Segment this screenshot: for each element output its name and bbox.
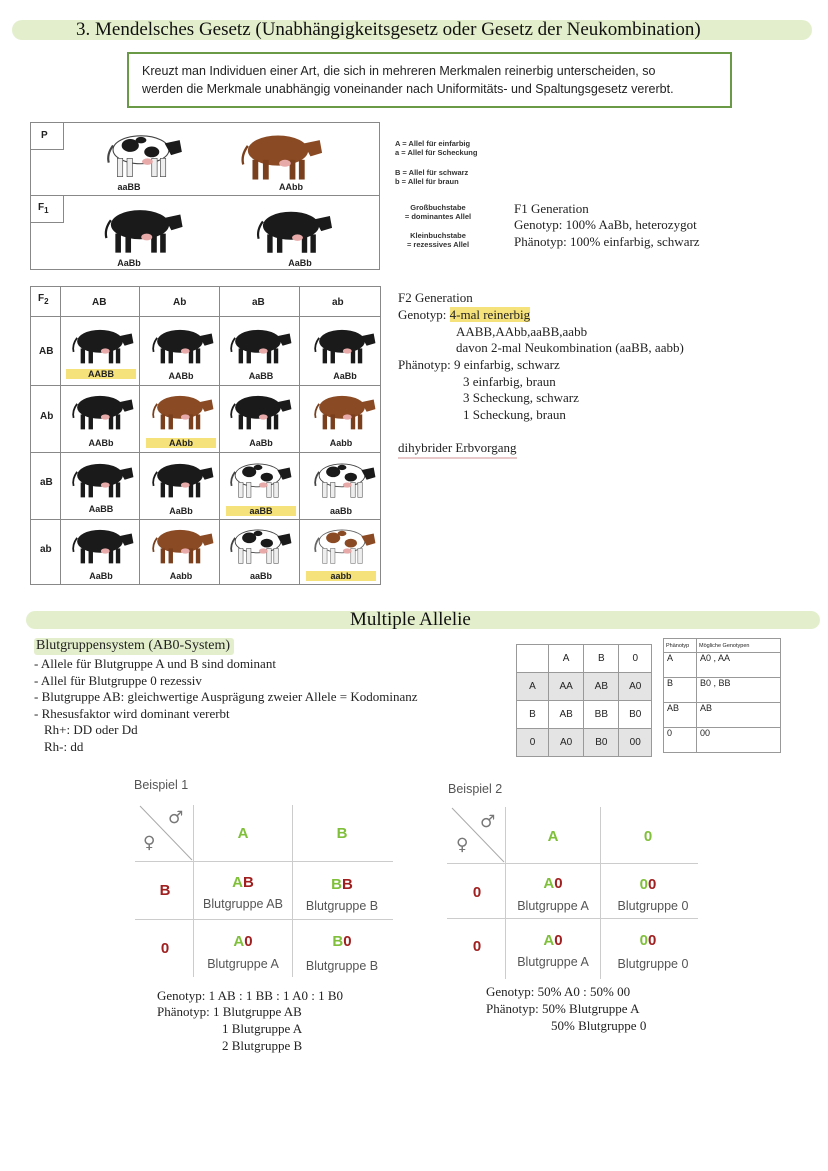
allele-table-col-header: A [549,645,584,673]
beispiel1-cell-22-sub: Blutgruppe B [305,959,379,973]
f2-genotype: aabb [306,571,376,581]
allele-table-col-header: B [584,645,619,673]
f2-col-header: aB [252,297,265,308]
allele-table-cell: A0 [549,729,584,757]
f2-genotyp-line3: davon 2-mal Neukombination (aaBB, aabb) [456,340,684,355]
allele-table-cell: B0 [584,729,619,757]
f2-grid-vline [299,286,300,585]
f2-cow [64,522,136,566]
beispiel1-phaenotyp-3: 2 Blutgruppe B [222,1038,303,1053]
blutgruppen-subtitle: Blutgruppensystem (AB0-System) [34,638,234,655]
allele-table-cell: BB [584,701,619,729]
rh-positive: Rh+: DD oder Dd [44,722,138,737]
beispiel1-hline-1 [135,861,393,862]
f1-genotyp: Genotyp: 100% AaBb, heterozygot [514,217,697,232]
beispiel2-hline-1 [447,863,698,864]
male-icon: ♂ [168,808,184,828]
f2-phaenotyp-line3: 3 Scheckung, schwarz [463,390,579,405]
p-label: P [41,130,48,141]
f2-cow [222,388,294,432]
f2-grid-vline [139,286,140,585]
f2-cow [222,522,294,566]
beispiel1-cell-21-sub: Blutgruppe A [207,957,279,971]
f2-col-header: AB [92,297,107,308]
f2-genotype: AaBB [248,371,274,381]
beispiel1-cell-11: AB [232,874,254,891]
bullet-3: - Blutgruppe AB: gleichwertige Ausprägung zweier Allele = Kodominanz [34,689,418,704]
parents-divider [30,195,380,196]
allele-table-row-header: A [517,673,549,701]
f2-cow [144,522,216,566]
legend-gross2: = dominantes Allel [404,212,472,221]
f2-cow [306,388,378,432]
f2-phaenotyp-line2: 3 einfarbig, braun [463,374,556,389]
beispiel1-cell-21: A0 [233,933,253,950]
f2-grid-hline [30,316,381,317]
f2-genotype: AaBb [333,371,357,381]
allele-table [516,644,652,757]
f2-grid-hline [30,519,381,520]
legend-a-lower: a = Allel für Scheckung [395,148,478,157]
allele-table-cell: 00 [619,729,652,757]
f2-genotype: AABb [88,438,114,448]
beispiel1-cell-12: BB [331,876,353,893]
cow-p-left [98,126,184,180]
pheno-table-cell: 00 [697,728,781,753]
f2-row-header: ab [40,544,52,555]
beispiel2-phaenotyp-1: Phänotyp: 50% Blutgruppe A [486,1001,640,1016]
pheno-table-cell: 0 [664,728,697,753]
f2-genotyp-line1: Genotyp: 4-mal reinerbig [398,307,531,322]
f2-corner-label: $F_2$ [38,293,49,306]
beispiel1-cell-22: B0 [332,933,352,950]
legend-a-upper: A = Allel für einfarbig [395,139,471,148]
male-icon: ♂ [480,812,496,832]
f2-genotyp-line2: AABB,AAbb,aaBB,aabb [456,324,588,339]
beispiel2-cell-21: A0 [543,932,563,949]
beispiel1-cell-12-sub: Blutgruppe B [305,899,379,913]
cow-p-left-label: aaBB [117,182,141,192]
f2-genotype: aaBb [249,571,272,581]
beispiel1-hline-2 [135,919,393,920]
beispiel2-cell-12-sub: Blutgruppe 0 [617,899,689,913]
f2-genotype: aaBb [329,506,352,516]
pheno-table-cell: AB [664,703,697,728]
beispiel2-row2: 0 [472,938,482,955]
bullet-2: - Allel für Blutgruppe 0 rezessiv [34,673,202,688]
f2-row-header: Ab [40,411,54,422]
f1-heading: F1 Generation [514,201,589,216]
f2-row-header: AB [39,346,54,357]
f2-genotype: AABB [66,369,136,379]
f2-cow [222,456,294,500]
allele-table-col-header: 0 [619,645,652,673]
beispiel2-col1: A [547,828,559,845]
legend-klein2: = rezessives Allel [406,240,470,249]
f2-col-header: Ab [173,297,187,308]
beispiel2-cell-21-sub: Blutgruppe A [517,955,589,969]
f2-cow [306,522,378,566]
f2-cow [64,456,136,500]
rule-line-2: werden die Merkmale unabhängig voneinander nach Uniformitäts- und Spaltungsgesetz vererbt. [142,82,674,96]
pheno-table-cell: A [664,653,697,678]
allele-table-cell: A0 [619,673,652,701]
beispiel1-genotyp: Genotyp: 1 AB : 1 BB : 1 A0 : 1 B0 [157,988,343,1003]
beispiel2-row1: 0 [472,884,482,901]
pheno-table-header: Phänotyp [664,639,697,653]
f2-phaenotyp-line4: 1 Scheckung, braun [463,407,566,422]
rule-line-1: Kreuzt man Individuen einer Art, die sich in mehreren Merkmalen reinerbig unterscheiden, so [142,64,656,78]
f2-cow [64,388,136,432]
beispiel2-phaenotyp-2: 50% Blutgruppe 0 [551,1018,647,1033]
bullet-4: - Rhesusfaktor wird dominant vererbt [34,706,230,721]
cow-f1-left-label: AaBb [117,258,141,268]
allele-table-row-header: B [517,701,549,729]
legend-klein1: Kleinbuchstabe [410,231,466,240]
allele-table-cell: AB [549,701,584,729]
beispiel1-cell-11-sub: Blutgruppe AB [203,897,283,911]
beispiel1-phaenotyp-2: 1 Blutgruppe A [222,1021,303,1036]
female-icon: ♀ [143,833,156,853]
legend-b-upper: B = Allel für schwarz [395,168,469,177]
legend-gross1: Großbuchstabe [410,203,466,212]
allele-table-cell: B0 [619,701,652,729]
female-icon: ♀ [456,835,469,855]
cow-f1-right-label: AaBb [288,258,312,268]
beispiel2-genotyp: Genotyp: 50% A0 : 50% 00 [486,984,631,999]
beispiel2-cell-11-sub: Blutgruppe A [517,899,589,913]
f2-genotype: AaBb [89,571,113,581]
beispiel1-phaenotyp-1: Phänotyp: 1 Blutgruppe AB [157,1004,302,1019]
f2-phaenotyp-line1: Phänotyp: 9 einfarbig, schwarz [398,357,560,372]
allele-table-corner [517,645,549,673]
beispiel2-cell-22: 00 [639,932,657,949]
f2-grid-hline [30,385,381,386]
f2-cow [64,322,136,366]
beispiel1-row1: B [159,882,171,899]
beispiel2-cell-12: 00 [639,876,657,893]
allele-table-cell: AA [549,673,584,701]
beispiel2-title: Beispiel 2 [448,782,503,796]
f2-genotype: AaBb [249,438,273,448]
beispiel1-col1: A [237,825,249,842]
beispiel2-cell-11: A0 [543,875,563,892]
f1-label: $F_1$ [38,202,49,215]
f2-row-header: aB [40,477,53,488]
dihybrid-label: dihybrider Erbvorgang [398,440,517,459]
f2-cow [144,456,216,500]
pheno-table-cell: A0 , AA [697,653,781,678]
f2-cow [306,322,378,366]
bullet-1: - Allele für Blutgruppe A und B sind dominant [34,656,276,671]
f2-cow [222,322,294,366]
cow-p-right-label: AAbb [279,182,303,192]
beispiel2-cell-22-sub: Blutgruppe 0 [617,957,689,971]
f2-genotype: Aabb [329,438,353,448]
allele-table-row-header: 0 [517,729,549,757]
f2-cow [144,388,216,432]
f2-cow [306,456,378,500]
beispiel1-col2: B [336,825,348,842]
section1-title: 3. Mendelsches Gesetz (Unabhängigkeitsgesetz oder Gesetz der Neukombination) [76,19,701,40]
f2-genotype: AaBb [169,506,193,516]
f2-genotype: Aabb [169,571,193,581]
pheno-table-header: Mögliche Genotypen [697,639,781,653]
f2-grid-hline [30,452,381,453]
f2-genotype: AaBB [88,504,114,514]
legend-b-lower: b = Allel für braun [395,177,459,186]
beispiel1-row2: 0 [160,940,170,957]
cow-f1-right [246,202,336,256]
f2-grid-vline [60,286,61,585]
beispiel2-hline-2 [447,918,698,919]
beispiel1-title: Beispiel 1 [134,778,189,792]
f2-heading: F2 Generation [398,290,473,305]
f2-cow [144,322,216,366]
allele-table-cell: AB [584,673,619,701]
cow-f1-left [88,200,192,256]
f2-genotype: aaBB [226,506,296,516]
beispiel2-col2: 0 [643,828,653,845]
f1-phaenotyp: Phänotyp: 100% einfarbig, schwarz [514,234,700,249]
cow-p-right [226,125,330,183]
f2-genotype: AABb [168,371,194,381]
f2-col-header: ab [332,297,344,308]
pheno-table [663,638,781,753]
f2-grid-vline [219,286,220,585]
pheno-table-cell: AB [697,703,781,728]
rh-negative: Rh-: dd [44,739,84,754]
section2-title: Multiple Allelie [350,609,471,630]
pheno-table-cell: B0 , BB [697,678,781,703]
pheno-table-cell: B [664,678,697,703]
rule-box [127,52,732,108]
f2-genotype: AAbb [146,438,216,448]
